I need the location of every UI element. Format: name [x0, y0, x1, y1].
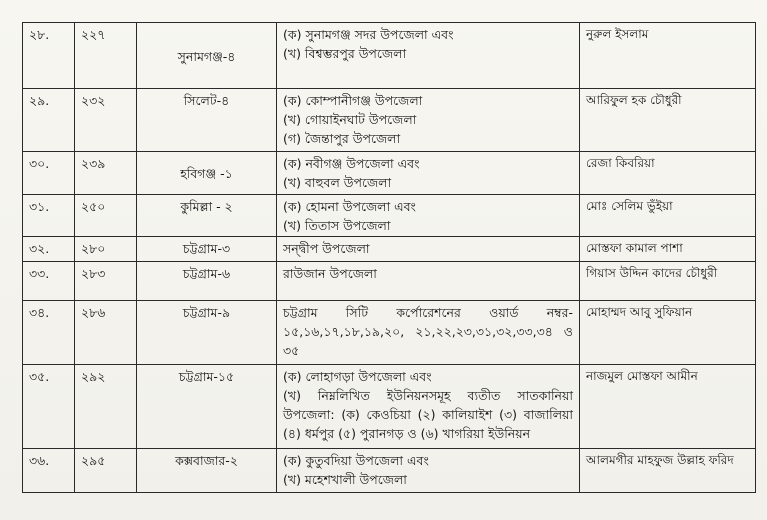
area-cell — [277, 237, 580, 262]
candidate-name-cell: নুরুল ইসলাম — [580, 23, 756, 89]
seat-number-cell: ২৯২ — [75, 365, 137, 449]
area-line: (ক) লোহাগড়া উপজেলা এবং — [283, 369, 432, 384]
area-line: (গ) জৈন্তাপুর উপজেলা — [283, 131, 401, 146]
candidate-name-cell: নাজমুল মোস্তফা আমীন — [580, 365, 756, 449]
serial-cell: ৩৫. — [23, 365, 75, 449]
table-row — [23, 23, 756, 89]
area-line: উপজেলা: (ক) কেওচিয়া (২) কালিয়াইশ (৩) বাজালিয়া — [283, 407, 573, 422]
area-cell — [277, 152, 580, 195]
area-cell — [277, 23, 580, 89]
area-cell — [277, 365, 580, 449]
candidate-name-cell: রেজা কিবরিয়া — [580, 152, 756, 195]
area-cell — [277, 449, 580, 493]
seat-number-cell: ২৩২ — [75, 89, 137, 152]
constituency-cell: সুনামগঞ্জ-৪ — [137, 23, 277, 89]
area-line: (ক) নবীগঞ্জ উপজেলা এবং — [283, 156, 420, 171]
seat-number-cell: ২৮৩ — [75, 262, 137, 301]
area-line: (ক) কোম্পানীগঞ্জ উপজেলা — [283, 93, 423, 108]
constituency-cell: কুমিল্লা - ২ — [137, 195, 277, 237]
seat-number-cell: ২৮৬ — [75, 301, 137, 365]
table-row — [23, 365, 756, 449]
area-line: ১৫,১৬,১৭,১৮,১৯,২০, ২১,২২,২৩,৩১,৩২,৩৩,৩৪ ও — [283, 324, 573, 339]
table-row — [23, 449, 756, 493]
serial-cell: ২৯. — [23, 89, 75, 152]
seat-number-cell: ২৮০ — [75, 237, 137, 262]
candidate-name-cell: মোঃ সেলিম ভুঁইয়া — [580, 195, 756, 237]
seat-number-cell: ২৫০ — [75, 195, 137, 237]
constituency-cell: চট্টগ্রাম-৩ — [137, 237, 277, 262]
constituency-cell: চট্টগ্রাম-৬ — [137, 262, 277, 301]
table-row — [23, 237, 756, 262]
table-row — [23, 195, 756, 237]
serial-cell: ৩৬. — [23, 449, 75, 493]
area-cell — [277, 195, 580, 237]
constituency-cell: কক্সবাজার-২ — [137, 449, 277, 493]
area-line: ৩৫ — [283, 343, 300, 358]
serial-cell: ৩৩. — [23, 262, 75, 301]
table-row — [23, 262, 756, 301]
area-cell — [277, 301, 580, 365]
serial-cell: ৩১. — [23, 195, 75, 237]
serial-cell: ৩০. — [23, 152, 75, 195]
serial-cell: ২৮. — [23, 23, 75, 89]
candidate-table — [22, 22, 756, 493]
area-line: (ক) কুতুবদিয়া উপজেলা এবং — [283, 453, 429, 468]
candidate-name-cell: আরিফুল হক চৌধুরী — [580, 89, 756, 152]
serial-cell: ৩৪. — [23, 301, 75, 365]
area-line: রাউজান উপজেলা — [283, 266, 377, 281]
area-line: (৪) ধর্মপুর (৫) পুরানগড় ও (৬) খাগরিয়া ইউনিয়ন — [283, 426, 531, 441]
constituency-cell: হবিগঞ্জ -১ — [137, 152, 277, 195]
area-line: চট্টগ্রাম সিটি কর্পোরেশনের ওয়ার্ড নম্বর- — [283, 305, 573, 320]
candidate-name-cell: মোহাম্মদ আবু সুফিয়ান — [580, 301, 756, 365]
area-cell — [277, 262, 580, 301]
area-line: (খ) তিতাস উপজেলা — [283, 218, 391, 233]
area-line: সন্দ্বীপ উপজেলা — [283, 241, 370, 256]
area-line: (ক) হোমনা উপজেলা এবং — [283, 199, 416, 214]
serial-cell: ৩২. — [23, 237, 75, 262]
area-line: (খ) বিশ্বম্ভরপুর উপজেলা — [283, 46, 407, 61]
candidate-name-cell: গিয়াস উদ্দিন কাদের চৌধুরী — [580, 262, 756, 301]
area-cell — [277, 89, 580, 152]
constituency-cell: সিলেট-৪ — [137, 89, 277, 152]
seat-number-cell: ২৩৯ — [75, 152, 137, 195]
candidate-name-cell: আলমগীর মাহফুজ উল্লাহ ফরিদ — [580, 449, 756, 493]
table-row — [23, 301, 756, 365]
area-line: (খ) নিম্নলিখিত ইউনিয়নসমূহ ব্যতীত সাতকানিয়া — [283, 388, 573, 403]
area-line: (খ) বাহুবল উপজেলা — [283, 175, 392, 190]
table-row — [23, 89, 756, 152]
area-line: (খ) মহেশখালী উপজেলা — [283, 472, 407, 487]
constituency-cell: চট্টগ্রাম-১৫ — [137, 365, 277, 449]
seat-number-cell: ২২৭ — [75, 23, 137, 89]
area-line: (খ) গোয়াইনঘাট উপজেলা — [283, 112, 417, 127]
candidate-name-cell: মোস্তফা কামাল পাশা — [580, 237, 756, 262]
area-line: (ক) সুনামগঞ্জ সদর উপজেলা এবং — [283, 27, 454, 42]
seat-number-cell: ২৯৫ — [75, 449, 137, 493]
constituency-cell: চট্টগ্রাম-৯ — [137, 301, 277, 365]
table-row — [23, 152, 756, 195]
